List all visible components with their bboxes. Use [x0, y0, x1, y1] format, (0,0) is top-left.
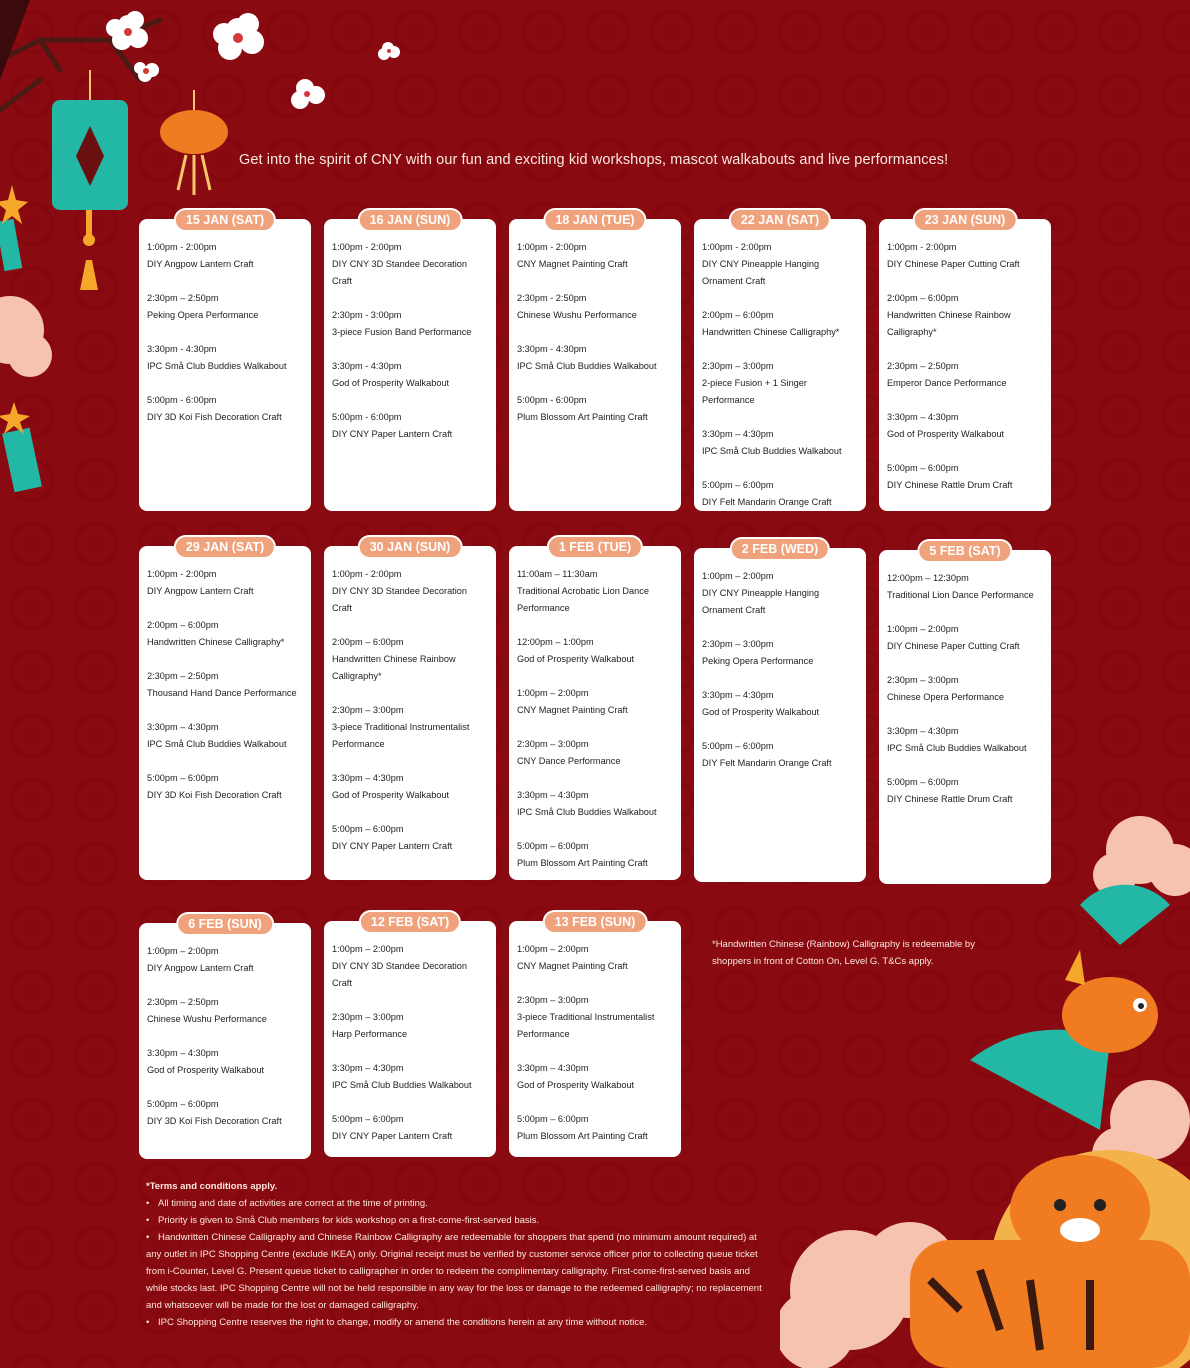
terms-section	[146, 1178, 771, 1331]
event-item	[147, 719, 303, 753]
schedule-card	[694, 213, 866, 511]
event-item	[147, 341, 303, 375]
date-badge: 12 FEB (SAT)	[359, 910, 461, 934]
event-title: DIY CNY 3D Standee Decoration Craft	[332, 586, 467, 613]
intro-text: Get into the spirit of CNY with our fun and exciting kid workshops, mascot walkabouts and live performances!	[239, 152, 949, 168]
event-time: 12:00pm – 12:30pm	[887, 573, 969, 583]
event-time: 5:00pm – 6:00pm	[332, 824, 404, 834]
event-item	[887, 460, 1043, 494]
event-item	[702, 477, 858, 511]
event-time: 5:00pm – 6:00pm	[887, 777, 959, 787]
event-time: 2:30pm – 3:00pm	[887, 675, 959, 685]
event-title: Handwritten Chinese Calligraphy*	[147, 637, 285, 647]
event-title: IPC Små Club Buddies Walkabout	[147, 739, 287, 749]
event-time: 3:30pm – 4:30pm	[517, 790, 589, 800]
event-time: 2:30pm – 3:00pm	[702, 639, 774, 649]
event-item	[147, 617, 303, 651]
event-item	[147, 239, 303, 273]
event-title: 2-piece Fusion + 1 Singer Performance	[702, 378, 807, 405]
event-title: Peking Opera Performance	[702, 656, 814, 666]
event-item	[887, 290, 1043, 341]
terms-item: • Handwritten Chinese Calligraphy and Chinese Rainbow Calligraphy are redeemable for shoppers that spend (no minimum amount required) at any outlet in IPC Shopping Centre (exclude IKEA) only. Original receipt must be verified by customer service officer prior to collecting queue ticket from i-Counter, Level G. Present queue ticket to calligrapher in order to redeem the complimentary calligraphy. First-come-first-served basis and while stocks last. IPC Shopping Centre will not be held responsible in any way for the loss or damage to the redeemed calligraphy; no replacement and whatsoever will be made for the lost or damaged calligraphy.	[146, 1229, 771, 1314]
event-item	[332, 409, 488, 443]
left-decoration	[0, 180, 70, 500]
schedule-card	[509, 213, 681, 511]
event-time: 2:00pm – 6:00pm	[332, 637, 404, 647]
event-title: DIY Angpow Lantern Craft	[147, 963, 254, 973]
event-item	[702, 426, 858, 460]
event-item	[517, 838, 673, 872]
event-time: 1:00pm - 2:00pm	[332, 569, 402, 579]
event-item	[517, 341, 673, 375]
event-title: DIY CNY Pineapple Hanging Ornament Craft	[702, 588, 820, 615]
event-title: DIY Felt Mandarin Orange Craft	[702, 758, 832, 768]
bullet-icon: •	[146, 1215, 150, 1226]
event-title: DIY Chinese Rattle Drum Craft	[887, 480, 1013, 490]
event-time: 5:00pm – 6:00pm	[147, 1099, 219, 1109]
bullet-icon: •	[146, 1317, 150, 1328]
event-time: 2:30pm – 2:50pm	[887, 361, 959, 371]
event-title: God of Prosperity Walkabout	[332, 378, 450, 388]
event-title: DIY CNY Pineapple Hanging Ornament Craft	[702, 259, 820, 286]
event-time: 2:30pm – 3:00pm	[517, 739, 589, 749]
event-time: 2:30pm – 3:00pm	[702, 361, 774, 371]
event-time: 3:30pm – 4:30pm	[147, 1048, 219, 1058]
event-item	[147, 668, 303, 702]
event-title: Emperor Dance Performance	[887, 378, 1007, 388]
event-title: DIY Chinese Paper Cutting Craft	[887, 641, 1020, 651]
event-item	[702, 239, 858, 290]
terms-item: • Priority is given to Små Club members for kids workshop on a first-come-first-served basis.	[146, 1212, 771, 1229]
schedule-card	[879, 213, 1051, 511]
event-item	[332, 1009, 488, 1043]
event-item	[702, 687, 858, 721]
event-item	[887, 672, 1043, 706]
date-badge: 5 FEB (SAT)	[917, 539, 1012, 563]
event-title: Traditional Acrobatic Lion Dance Performance	[517, 586, 649, 613]
event-title: Harp Performance	[332, 1029, 408, 1039]
event-item	[887, 570, 1043, 604]
orange-lantern-icon	[160, 90, 228, 195]
right-decoration	[780, 810, 1190, 1368]
event-time: 5:00pm – 6:00pm	[702, 741, 774, 751]
event-time: 1:00pm – 2:00pm	[517, 688, 589, 698]
event-title: DIY CNY Paper Lantern Craft	[332, 841, 453, 851]
event-title: DIY Chinese Paper Cutting Craft	[887, 259, 1020, 269]
event-time: 2:30pm - 3:00pm	[332, 310, 402, 320]
date-badge: 29 JAN (SAT)	[174, 535, 276, 559]
date-badge: 1 FEB (TUE)	[547, 535, 643, 559]
schedule-card	[694, 542, 866, 882]
event-title: DIY CNY Paper Lantern Craft	[332, 1131, 453, 1141]
event-title: DIY Angpow Lantern Craft	[147, 259, 254, 269]
event-item	[147, 290, 303, 324]
date-badge: 23 JAN (SUN)	[913, 208, 1018, 232]
event-item	[887, 409, 1043, 443]
date-badge: 15 JAN (SAT)	[174, 208, 276, 232]
event-item	[517, 992, 673, 1043]
bullet-icon: •	[146, 1232, 150, 1243]
date-badge: 18 JAN (TUE)	[543, 208, 646, 232]
event-item	[147, 943, 303, 977]
event-time: 2:00pm – 6:00pm	[702, 310, 774, 320]
event-title: God of Prosperity Walkabout	[332, 790, 450, 800]
event-time: 5:00pm – 6:00pm	[517, 1114, 589, 1124]
event-time: 2:30pm - 2:50pm	[517, 293, 587, 303]
event-time: 5:00pm – 6:00pm	[887, 463, 959, 473]
event-time: 3:30pm – 4:30pm	[702, 429, 774, 439]
event-title: Plum Blossom Art Painting Craft	[517, 858, 648, 868]
event-title: 3-piece Traditional Instrumentalist Performance	[332, 722, 470, 749]
event-time: 1:00pm - 2:00pm	[147, 242, 217, 252]
event-title: Plum Blossom Art Painting Craft	[517, 412, 648, 422]
event-item	[702, 636, 858, 670]
event-time: 2:30pm – 3:00pm	[332, 705, 404, 715]
event-title: God of Prosperity Walkabout	[702, 707, 820, 717]
calligraphy-footnote: *Handwritten Chinese (Rainbow) Calligraphy is redeemable by shoppers in front of Cotton On, Level G. T&Cs apply.	[712, 939, 975, 967]
event-item	[887, 358, 1043, 392]
event-title: DIY CNY Paper Lantern Craft	[332, 429, 453, 439]
event-item	[332, 1060, 488, 1094]
event-time: 2:30pm – 2:50pm	[147, 671, 219, 681]
event-title: CNY Magnet Painting Craft	[517, 961, 628, 971]
event-item	[887, 774, 1043, 808]
event-time: 3:30pm - 4:30pm	[517, 344, 587, 354]
bullet-icon: •	[146, 1198, 150, 1209]
event-title: DIY 3D Koi Fish Decoration Craft	[147, 412, 282, 422]
event-item	[517, 392, 673, 426]
event-item	[332, 821, 488, 855]
event-time: 1:00pm - 2:00pm	[517, 242, 587, 252]
event-item	[887, 723, 1043, 757]
event-title: IPC Små Club Buddies Walkabout	[332, 1080, 472, 1090]
event-time: 3:30pm – 4:30pm	[332, 773, 404, 783]
event-time: 2:30pm – 3:00pm	[332, 1012, 404, 1022]
event-time: 5:00pm – 6:00pm	[702, 480, 774, 490]
event-time: 3:30pm – 4:30pm	[147, 722, 219, 732]
event-time: 1:00pm - 2:00pm	[332, 242, 402, 252]
event-time: 3:30pm – 4:30pm	[332, 1063, 404, 1073]
schedule-card	[139, 213, 311, 511]
event-title: CNY Magnet Painting Craft	[517, 259, 628, 269]
event-time: 3:30pm – 4:30pm	[887, 412, 959, 422]
event-title: God of Prosperity Walkabout	[147, 1065, 265, 1075]
event-item	[517, 1060, 673, 1094]
event-time: 5:00pm - 6:00pm	[147, 395, 217, 405]
event-time: 5:00pm – 6:00pm	[332, 1114, 404, 1124]
event-title: Chinese Wushu Performance	[517, 310, 637, 320]
event-title: Peking Opera Performance	[147, 310, 259, 320]
event-time: 1:00pm – 2:00pm	[147, 946, 219, 956]
event-item	[517, 736, 673, 770]
event-title: DIY 3D Koi Fish Decoration Craft	[147, 1116, 282, 1126]
event-title: IPC Små Club Buddies Walkabout	[517, 361, 657, 371]
event-time: 3:30pm – 4:30pm	[517, 1063, 589, 1073]
event-title: DIY Chinese Rattle Drum Craft	[887, 794, 1013, 804]
event-time: 3:30pm – 4:30pm	[702, 690, 774, 700]
event-time: 2:30pm – 2:50pm	[147, 293, 219, 303]
date-badge: 16 JAN (SUN)	[358, 208, 463, 232]
event-title: IPC Små Club Buddies Walkabout	[702, 446, 842, 456]
schedule-card	[509, 915, 681, 1157]
schedule-card	[324, 915, 496, 1157]
event-title: Handwritten Chinese Rainbow Calligraphy*	[887, 310, 1011, 337]
event-title: God of Prosperity Walkabout	[887, 429, 1005, 439]
date-badge: 22 JAN (SAT)	[729, 208, 831, 232]
event-item	[332, 1111, 488, 1145]
event-title: IPC Små Club Buddies Walkabout	[887, 743, 1027, 753]
event-title: DIY CNY 3D Standee Decoration Craft	[332, 961, 467, 988]
event-time: 11:00am – 11:30am	[517, 569, 598, 579]
event-item	[517, 290, 673, 324]
date-badge: 6 FEB (SUN)	[176, 912, 274, 936]
event-time: 5:00pm - 6:00pm	[332, 412, 402, 422]
event-item	[332, 358, 488, 392]
event-time: 1:00pm - 2:00pm	[147, 569, 217, 579]
event-title: CNY Magnet Painting Craft	[517, 705, 628, 715]
event-title: Handwritten Chinese Calligraphy*	[702, 327, 840, 337]
event-time: 2:00pm – 6:00pm	[147, 620, 219, 630]
event-title: Plum Blossom Art Painting Craft	[517, 1131, 648, 1141]
event-title: DIY Angpow Lantern Craft	[147, 586, 254, 596]
event-time: 5:00pm – 6:00pm	[517, 841, 589, 851]
event-time: 2:30pm – 3:00pm	[517, 995, 589, 1005]
event-item	[332, 702, 488, 753]
event-title: Thousand Hand Dance Performance	[147, 688, 297, 698]
event-item	[147, 392, 303, 426]
event-time: 5:00pm - 6:00pm	[517, 395, 587, 405]
event-title: God of Prosperity Walkabout	[517, 654, 635, 664]
schedule-card	[324, 213, 496, 511]
event-item	[517, 685, 673, 719]
event-time: 2:30pm – 2:50pm	[147, 997, 219, 1007]
event-item	[517, 787, 673, 821]
event-item	[702, 738, 858, 772]
koi-fish-icon	[1062, 950, 1158, 1053]
date-badge: 13 FEB (SUN)	[543, 910, 648, 934]
event-item	[887, 621, 1043, 655]
event-item	[147, 1096, 303, 1130]
event-item	[147, 994, 303, 1028]
event-item	[147, 1045, 303, 1079]
event-title: God of Prosperity Walkabout	[517, 1080, 635, 1090]
event-item	[887, 239, 1043, 273]
terms-list	[146, 1195, 771, 1331]
terms-item: • All timing and date of activities are correct at the time of printing.	[146, 1195, 771, 1212]
event-item	[702, 568, 858, 619]
event-item	[517, 239, 673, 273]
event-item	[147, 566, 303, 600]
event-title: Chinese Wushu Performance	[147, 1014, 267, 1024]
event-title: 3-piece Fusion Band Performance	[332, 327, 472, 337]
event-title: DIY 3D Koi Fish Decoration Craft	[147, 790, 282, 800]
event-title: DIY Felt Mandarin Orange Craft	[702, 497, 832, 507]
event-time: 3:30pm - 4:30pm	[332, 361, 402, 371]
event-time: 12:00pm – 1:00pm	[517, 637, 594, 647]
event-time: 5:00pm – 6:00pm	[147, 773, 219, 783]
event-item	[702, 307, 858, 341]
event-item	[147, 770, 303, 804]
event-item	[517, 1111, 673, 1145]
event-item	[332, 566, 488, 617]
event-time: 3:30pm - 4:30pm	[147, 344, 217, 354]
event-item	[332, 239, 488, 290]
event-item	[517, 566, 673, 617]
event-title: Chinese Opera Performance	[887, 692, 1004, 702]
cloud-icon	[0, 296, 52, 377]
schedule-card	[324, 540, 496, 880]
schedule-card	[139, 917, 311, 1159]
date-badge: 30 JAN (SUN)	[358, 535, 463, 559]
event-time: 1:00pm – 2:00pm	[517, 944, 589, 954]
schedule-card	[879, 544, 1051, 884]
event-item	[332, 770, 488, 804]
event-title: Handwritten Chinese Rainbow Calligraphy*	[332, 654, 456, 681]
event-title: DIY CNY 3D Standee Decoration Craft	[332, 259, 467, 286]
event-time: 1:00pm – 2:00pm	[702, 571, 774, 581]
event-item	[517, 941, 673, 975]
date-badge: 2 FEB (WED)	[730, 537, 830, 561]
event-item	[332, 307, 488, 341]
event-time: 1:00pm – 2:00pm	[887, 624, 959, 634]
event-title: 3-piece Traditional Instrumentalist Performance	[517, 1012, 655, 1039]
event-time: 1:00pm - 2:00pm	[887, 242, 957, 252]
event-time: 3:30pm – 4:30pm	[887, 726, 959, 736]
event-item	[517, 634, 673, 668]
tiger-icon	[910, 1150, 1190, 1368]
event-title: Traditional Lion Dance Performance	[887, 590, 1034, 600]
terms-item: • IPC Shopping Centre reserves the right to change, modify or amend the conditions herein at any time without notice.	[146, 1314, 771, 1331]
event-item	[332, 941, 488, 992]
event-time: 2:00pm – 6:00pm	[887, 293, 959, 303]
schedule-card	[509, 540, 681, 880]
event-time: 1:00pm - 2:00pm	[702, 242, 772, 252]
schedule-card	[139, 540, 311, 880]
event-item	[702, 358, 858, 409]
event-title: CNY Dance Performance	[517, 756, 621, 766]
event-title: IPC Små Club Buddies Walkabout	[517, 807, 657, 817]
event-item	[332, 634, 488, 685]
event-title: IPC Små Club Buddies Walkabout	[147, 361, 287, 371]
terms-heading: *Terms and conditions apply.	[146, 1181, 278, 1192]
event-time: 1:00pm – 2:00pm	[332, 944, 404, 954]
